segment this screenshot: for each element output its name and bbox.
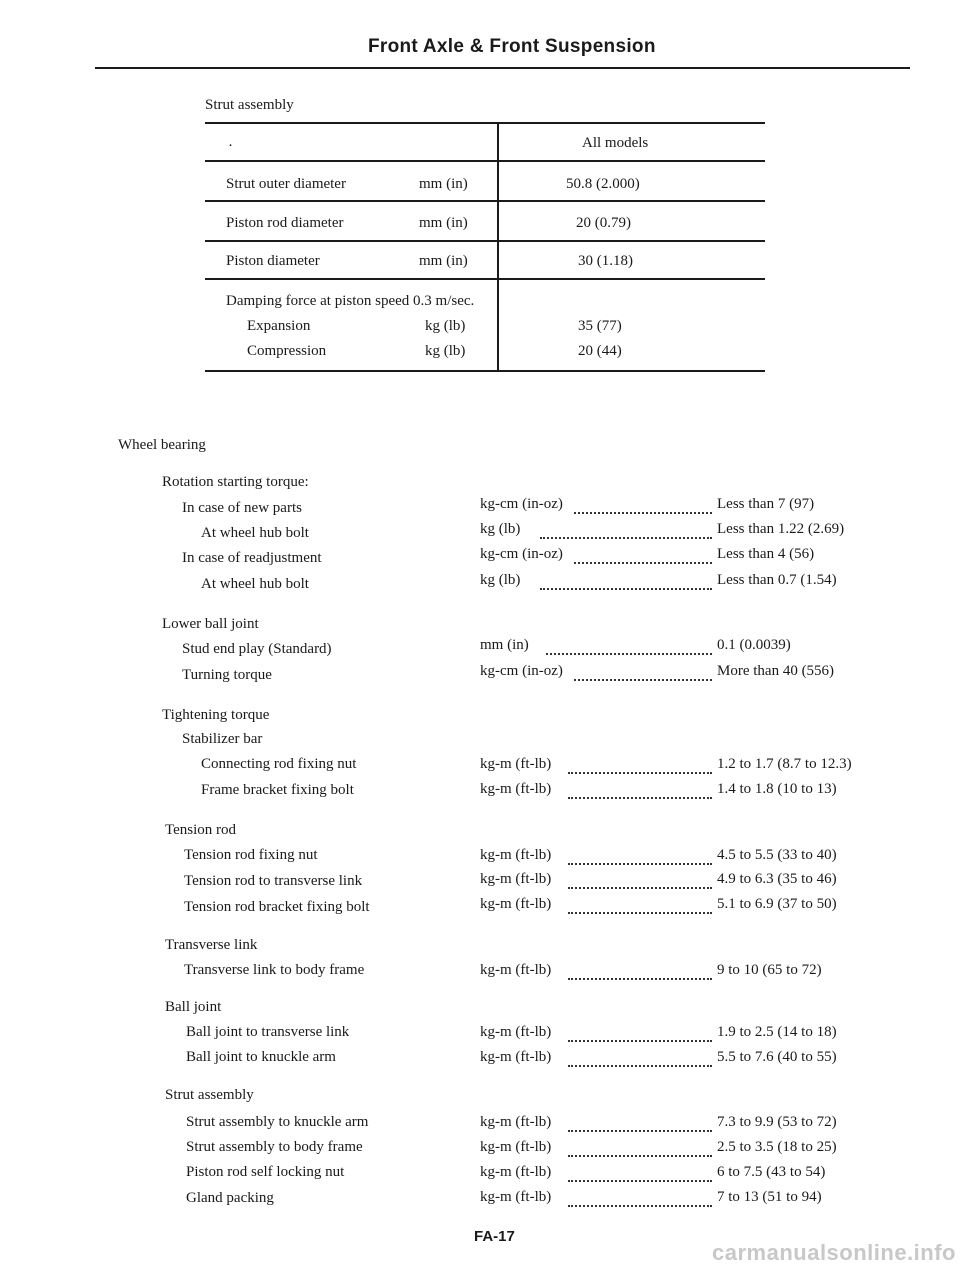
rotation-torque-heading: Rotation starting torque: [162, 474, 309, 490]
dot-leader [568, 1191, 712, 1207]
dot-leader [568, 964, 712, 980]
readjustment-label: In case of readjustment [182, 550, 322, 566]
table-column-header: All models [582, 135, 649, 151]
table-header-rule [205, 160, 765, 162]
row-label: Piston rod diameter [226, 215, 344, 231]
row-rule [205, 200, 765, 202]
spec-label: Tension rod to transverse link [184, 873, 363, 889]
table-bottom-rule [205, 370, 765, 372]
spec-label: Tension rod fixing nut [184, 847, 318, 863]
spec-value: 1.4 to 1.8 (10 to 13) [717, 781, 837, 797]
row-unit: mm (in) [419, 176, 468, 192]
spec-unit: kg-m (ft-lb) [480, 756, 552, 772]
dot-leader [546, 639, 712, 655]
spec-unit: kg-m (ft-lb) [480, 962, 552, 978]
spec-unit: mm (in) [480, 637, 529, 653]
dot-leader [574, 498, 712, 514]
expansion-unit: kg (lb) [425, 318, 466, 334]
row-rule [205, 240, 765, 242]
spec-value: 5.5 to 7.6 (40 to 55) [717, 1049, 837, 1065]
expansion-value: 35 (77) [578, 318, 622, 334]
spec-label: Strut assembly to knuckle arm [186, 1114, 369, 1130]
page-number: FA-17 [474, 1228, 515, 1245]
spec-label: Gland packing [186, 1190, 274, 1206]
row-value: 20 (0.79) [576, 215, 631, 231]
spec-unit: kg-m (ft-lb) [480, 1024, 552, 1040]
spec-label: Piston rod self locking nut [186, 1164, 345, 1180]
strut-assembly-heading: Strut assembly [165, 1087, 254, 1103]
dot-leader [568, 783, 712, 799]
spec-unit: kg-cm (in-oz) [480, 663, 563, 679]
spec-unit: kg-m (ft-lb) [480, 1114, 552, 1130]
row-unit: mm (in) [419, 253, 468, 269]
ball-joint-heading: Ball joint [165, 999, 222, 1015]
dot-leader [568, 849, 712, 865]
dot-leader [568, 873, 712, 889]
hub-bolt-label: At wheel hub bolt [201, 576, 309, 592]
dot-leader [574, 665, 712, 681]
spec-label: Connecting rod fixing nut [201, 756, 357, 772]
spec-value: Less than 1.22 (2.69) [717, 521, 845, 537]
row-label: Piston diameter [226, 253, 320, 269]
dot-leader [568, 1026, 712, 1042]
spec-value: 9 to 10 (65 to 72) [717, 962, 822, 978]
spec-label: Tension rod bracket fixing bolt [184, 899, 370, 915]
spec-unit: kg-cm (in-oz) [480, 546, 563, 562]
spec-label: Stud end play (Standard) [182, 641, 332, 657]
row-value: 30 (1.18) [578, 253, 633, 269]
row-value: 50.8 (2.000) [566, 176, 640, 192]
section-wheel-bearing: Wheel bearing [118, 437, 206, 453]
spec-value: 0.1 (0.0039) [717, 637, 791, 653]
dot-leader [568, 1051, 712, 1067]
table-corner-mark: · [228, 138, 233, 154]
watermark: carmanualsonline.info [712, 1240, 956, 1265]
spec-unit: kg (lb) [480, 521, 521, 537]
tension-rod-heading: Tension rod [165, 822, 237, 838]
spec-label: Ball joint to transverse link [186, 1024, 350, 1040]
spec-value: 4.5 to 5.5 (33 to 40) [717, 847, 837, 863]
table-top-rule [205, 122, 765, 124]
new-parts-label: In case of new parts [182, 500, 302, 516]
transverse-link-heading: Transverse link [165, 937, 258, 953]
spec-unit: kg-m (ft-lb) [480, 1164, 552, 1180]
tightening-torque-heading: Tightening torque [162, 707, 270, 723]
spec-value: Less than 4 (56) [717, 546, 815, 562]
dot-leader [568, 1166, 712, 1182]
strut-table-title: Strut assembly [205, 97, 294, 113]
dot-leader [540, 574, 712, 590]
compression-label: Compression [247, 343, 327, 359]
spec-unit: kg-m (ft-lb) [480, 1049, 552, 1065]
spec-value: 5.1 to 6.9 (37 to 50) [717, 896, 837, 912]
spec-unit: kg-m (ft-lb) [480, 896, 552, 912]
hub-bolt-label: At wheel hub bolt [201, 525, 309, 541]
stabilizer-bar-heading: Stabilizer bar [182, 731, 263, 747]
spec-value: More than 40 (556) [717, 663, 835, 679]
spec-label: Strut assembly to body frame [186, 1139, 363, 1155]
spec-value: Less than 7 (97) [717, 496, 815, 512]
spec-value: 2.5 to 3.5 (18 to 25) [717, 1139, 837, 1155]
row-label: Strut outer diameter [226, 176, 346, 192]
spec-label: Frame bracket fixing bolt [201, 782, 354, 798]
spec-value: 1.9 to 2.5 (14 to 18) [717, 1024, 837, 1040]
spec-label: Turning torque [182, 667, 272, 683]
spec-label: Ball joint to knuckle arm [186, 1049, 336, 1065]
spec-unit: kg (lb) [480, 572, 521, 588]
spec-unit: kg-m (ft-lb) [480, 871, 552, 887]
spec-unit: kg-cm (in-oz) [480, 496, 563, 512]
row-unit: mm (in) [419, 215, 468, 231]
dot-leader [574, 548, 712, 564]
spec-unit: kg-m (ft-lb) [480, 847, 552, 863]
spec-value: 7 to 13 (51 to 94) [717, 1189, 822, 1205]
dot-leader [568, 1141, 712, 1157]
spec-value: 1.2 to 1.7 (8.7 to 12.3) [717, 756, 852, 772]
damping-label: Damping force at piston speed 0.3 m/sec. [226, 293, 475, 309]
spec-value: Less than 0.7 (1.54) [717, 572, 837, 588]
spec-unit: kg-m (ft-lb) [480, 1139, 552, 1155]
dot-leader [568, 898, 712, 914]
compression-unit: kg (lb) [425, 343, 466, 359]
header-rule [95, 67, 910, 69]
expansion-label: Expansion [247, 318, 311, 334]
spec-value: 6 to 7.5 (43 to 54) [717, 1164, 826, 1180]
dot-leader [540, 523, 712, 539]
spec-label: Transverse link to body frame [184, 962, 365, 978]
spec-value: 4.9 to 6.3 (35 to 46) [717, 871, 837, 887]
spec-unit: kg-m (ft-lb) [480, 1189, 552, 1205]
dot-leader [568, 1116, 712, 1132]
page-header: Front Axle & Front Suspension [368, 36, 656, 57]
dot-leader [568, 758, 712, 774]
lower-ball-joint-heading: Lower ball joint [162, 616, 259, 632]
spec-unit: kg-m (ft-lb) [480, 781, 552, 797]
row-rule [205, 278, 765, 280]
compression-value: 20 (44) [578, 343, 622, 359]
spec-value: 7.3 to 9.9 (53 to 72) [717, 1114, 837, 1130]
